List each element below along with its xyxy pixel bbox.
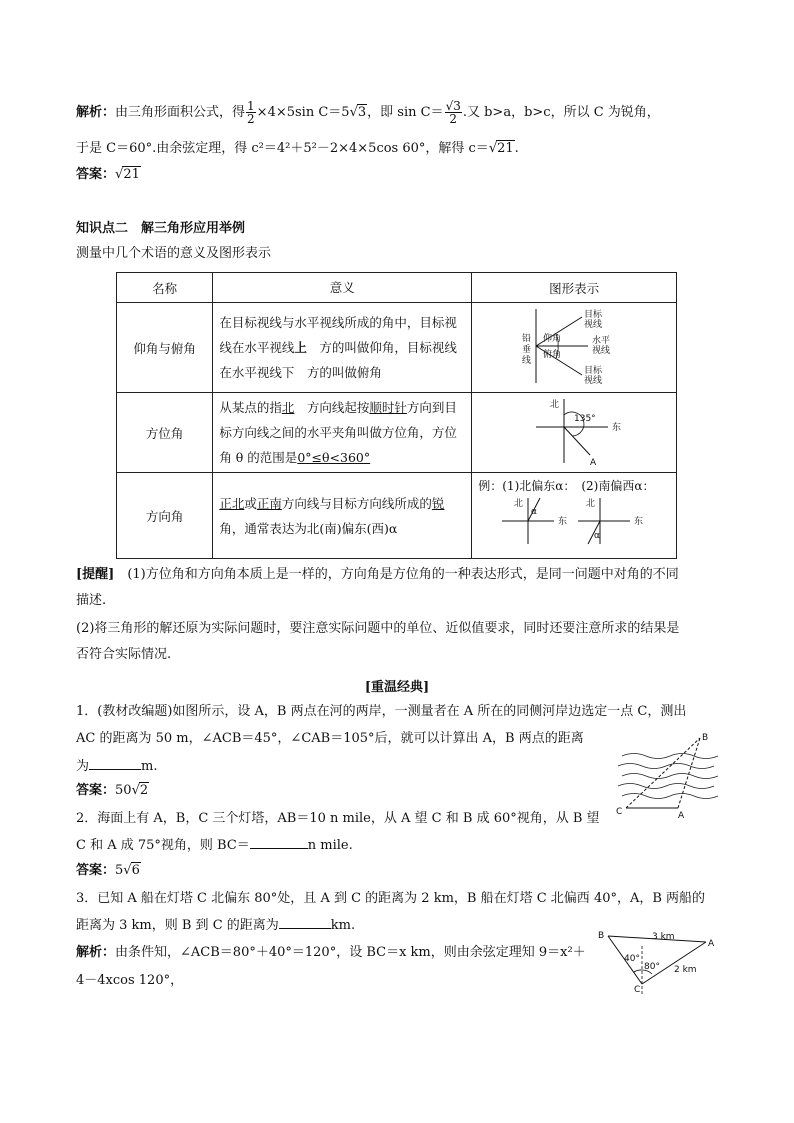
table-cell-figure <box>472 473 677 559</box>
table-cell-meaning: 正北或正南方向线与目标方向线所成的锐 角，通常表达为北(南)偏东(西)α <box>213 473 472 559</box>
analysis-text: .又 b>a，b>c，所以 C 为锐角， <box>462 105 660 120</box>
label-target-bottom: 目标 <box>584 366 603 376</box>
q1-answer: 答案：50√2 <box>76 783 149 798</box>
table-cell-meaning: 在目标视线与水平视线所成的角中，目标视线在水平视线上 方的叫做仰角，目标视线在水平视线下 方的叫做俯角 <box>213 303 472 393</box>
label-north: 北 <box>550 400 560 410</box>
azimuth-figure <box>478 395 658 467</box>
q1-line-3: 为 m. <box>76 759 158 774</box>
answer-label: 答案： <box>76 863 116 878</box>
table-row <box>117 303 677 393</box>
tip-line-4: 否符合实际情况. <box>76 647 172 662</box>
answer-label: 答案： <box>76 167 116 182</box>
distance-ac: 2 km <box>674 965 697 975</box>
label-alpha: α <box>594 531 601 541</box>
label-point: A <box>590 458 597 467</box>
label-east: 东 <box>634 517 644 527</box>
label-east: 东 <box>612 423 622 433</box>
analysis-answer: 答案：√21 <box>76 167 140 182</box>
answer-value: 50 <box>115 783 132 798</box>
lighthouse-figure <box>594 926 722 1000</box>
point-c: C <box>616 807 623 817</box>
point-a: A <box>678 811 685 821</box>
fraction: $\frac{√3}{2}$ <box>445 99 461 126</box>
table-header: 意义 <box>213 273 472 303</box>
q2-line-1: 2．海面上有 A，B，C 三个灯塔，AB＝10 n mile，从 A 望 C 和 B 成 60°视角，从 B 望 <box>76 811 600 826</box>
q3-solution-1 <box>76 944 586 962</box>
svg-text:视线: 视线 <box>584 320 603 330</box>
q3-line-1: 3．已知 A 船在灯塔 C 北偏东 80°处，且 A 到 C 的距离为 2 km，B 船在灯塔 C 北偏西 40°，A，B 两船的 <box>76 891 706 906</box>
analysis-text: ，即 sin C＝ <box>367 105 444 120</box>
point-c: C <box>634 985 641 995</box>
table-header: 图形表示 <box>472 273 677 303</box>
analysis-label: 解析： <box>76 105 116 120</box>
section-subtitle: 测量中几个术语的意义及图形表示 <box>76 246 272 261</box>
angle-80: 80° <box>644 962 660 972</box>
analysis-text: ×4×5sin C＝5 <box>256 105 350 120</box>
elevation-depression-figure <box>478 305 658 387</box>
point-b: B <box>702 733 709 743</box>
svg-text:视线: 视线 <box>592 346 611 356</box>
q2-line-2: C 和 A 成 75°视角，则 BC＝ n mile. <box>76 838 353 853</box>
point-b: B <box>598 931 605 941</box>
q3-line-2: 距离为 3 km，则 B 到 C 的距离为 km. <box>76 918 356 933</box>
answer-value: 5 <box>115 863 124 878</box>
tip-text: (1)方位角和方向角本质上是一样的，方向角是方位角的一种表达形式，是同一问题中对角的不同 <box>114 567 679 582</box>
section-title: 知识点二 解三角形应用举例 <box>76 221 246 236</box>
answer-label: 答案： <box>76 783 116 798</box>
table-header-row <box>117 273 677 303</box>
analysis-text: 由三角形面积公式，得 <box>115 105 246 120</box>
table-row <box>117 473 677 559</box>
direction-angle-figure <box>478 494 658 546</box>
fraction: $\frac{1}{2}$ <box>247 99 255 126</box>
answer-blank[interactable] <box>279 916 331 929</box>
solution-label: 解析： <box>76 945 116 960</box>
label-target: 目标 <box>584 310 603 320</box>
tip-line-3: (2)将三角形的解还原为实际问题时，要注意实际问题中的单位、近似值要求，同时还要注意所求的结果是 <box>76 621 680 636</box>
table-cell-figure <box>472 303 677 393</box>
tip-line-1 <box>76 566 679 584</box>
sqrt-value: 21 <box>497 141 514 156</box>
table-cell-name: 仰角与俯角 <box>117 303 213 393</box>
review-title: [重温经典] <box>364 680 430 695</box>
svg-text:垂: 垂 <box>522 345 532 355</box>
label-elevation: 仰角 <box>543 334 562 344</box>
q3-solution-2: 4－4xcos 120°， <box>76 973 184 988</box>
label-east: 东 <box>558 517 568 527</box>
analysis-line-2: 于是 C＝60°.由余弦定理，得 c²＝4²＋5²－2×4×5cos 60°，解得 c＝√21. <box>76 141 519 156</box>
answer-blank[interactable] <box>250 836 308 849</box>
table-row <box>117 393 677 473</box>
svg-text:线: 线 <box>522 356 532 366</box>
answer-blank[interactable] <box>89 757 141 770</box>
table-cell-name: 方位角 <box>117 393 213 473</box>
terms-table <box>116 272 677 559</box>
table-cell-meaning: 从某点的指北 方向线起按顺时针方向到目标方向线之间的水平夹角叫做方位角，方位角 θ 的范围是0°≤θ<360° <box>213 393 472 473</box>
svg-text:视线: 视线 <box>584 376 603 386</box>
table-cell-figure <box>472 393 677 473</box>
label-depression: 俯角 <box>543 350 562 360</box>
distance-ab: 3 km <box>652 932 675 942</box>
angle-40: 40° <box>624 954 640 964</box>
table-cell-name: 方向角 <box>117 473 213 559</box>
solution-text: 由条件知，∠ACB＝80°＋40°＝120°，设 BC＝x km，则由余弦定理知 9＝x²＋ <box>115 945 586 960</box>
label-angle: 135° <box>574 414 596 424</box>
label-horizontal: 水平 <box>592 336 611 346</box>
analysis-text: 于是 C＝60°.由余弦定理，得 c²＝4²＋5²－2×4×5cos 60°，解得 c＝ <box>76 141 489 156</box>
q2-answer: 答案：5√6 <box>76 863 140 878</box>
sqrt-value: 3 <box>357 105 367 120</box>
answer-value: 21 <box>123 167 140 182</box>
tip-label: [提醒] <box>76 567 115 582</box>
q1-line-2: AC 的距离为 50 m，∠ACB＝45°，∠CAB＝105°后，就可以计算出 A，B 两点的距离 <box>76 731 584 746</box>
label-north: 北 <box>514 499 524 509</box>
point-a: A <box>708 939 715 949</box>
label-alpha: α <box>531 507 538 517</box>
direction-example: 例：(1)北偏东α： (2)南偏西α： <box>478 479 655 493</box>
label-vertical: 铅 <box>522 334 532 344</box>
table-header: 名称 <box>117 273 213 303</box>
label-north: 北 <box>586 499 596 509</box>
analysis-line-1: 解析：由三角形面积公式，得 $\frac{1}{2}$ ×4×5sin C＝5√3，即 sin C＝ $\frac{√3}{2}$ .又 b>a，b>c，所以 C 为锐角， <box>76 99 660 126</box>
q1-line-1: 1．(教材改编题)如图所示，设 A，B 两点在河的两岸，一测量者在 A 所在的同侧河岸边选定一点 C，测出 <box>76 704 687 719</box>
river-figure <box>612 728 724 824</box>
tip-line-2: 描述. <box>76 593 107 608</box>
